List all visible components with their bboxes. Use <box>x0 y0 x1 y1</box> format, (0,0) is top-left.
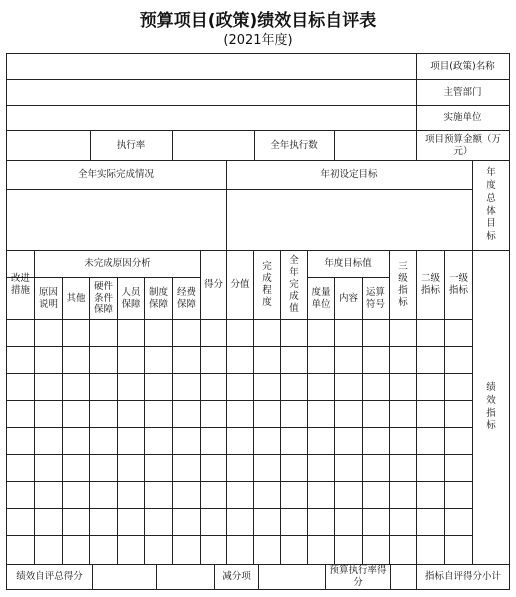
target-value-label: 年度目标值 <box>324 258 372 270</box>
level2-indicator-label: 二级指标 <box>421 273 441 296</box>
actual-status-label: 全年实际完成情况 <box>77 169 154 181</box>
score-label: 得分 <box>203 279 223 291</box>
level1-indicator-label: 一级指标 <box>449 273 469 296</box>
exec-rate-label: 执行率 <box>116 139 146 151</box>
unfinished-analysis-label: 未完成原因分析 <box>84 258 151 270</box>
page-title: 预算项目(政策)绩效目标自评表 <box>139 11 377 31</box>
system-guarantee-label: 制度保障 <box>148 286 168 310</box>
unit-label: 度量单位 <box>311 286 331 310</box>
indicator-subtotal-label: 指标自评得分小计 <box>424 571 501 583</box>
page-subtitle: (2021年度) <box>223 33 293 48</box>
completion-degree-label: 完成程度 <box>262 261 272 308</box>
annual-exec-label: 全年执行数 <box>270 139 318 151</box>
budget-exec-score-label: 预算执行率得分 <box>329 565 387 588</box>
hardware-guarantee-label: 硬件条件保障 <box>93 280 113 316</box>
staff-guarantee-label: 人员保障 <box>121 286 141 310</box>
budget-label: 项目预算金额（万元） <box>424 133 501 157</box>
reason-desc-label: 原因说明 <box>38 286 58 310</box>
improvement-label: 改进措施 <box>10 273 30 296</box>
implementer-label: 实施单位 <box>443 112 482 124</box>
content-label: 内容 <box>338 292 358 304</box>
overall-goal-label: 年 度 总 体 目 标 <box>486 167 496 243</box>
funding-guarantee-label: 经费保障 <box>176 286 196 310</box>
deduction-label: 减分项 <box>222 571 251 583</box>
department-label: 主管部门 <box>443 86 482 98</box>
project-name-label: 项目(政策)名称 <box>430 60 495 72</box>
annual-done-value-label: 全年完成值 <box>289 255 299 314</box>
performance-indicator-label: 绩 效 指 标 <box>486 381 496 432</box>
other-label: 其他 <box>66 292 86 304</box>
initial-goal-label: 年初设定目标 <box>320 169 378 181</box>
operator-label: 运算符号 <box>365 286 385 310</box>
total-score-label: 绩效自评总得分 <box>16 571 83 583</box>
level3-indicator-label: 三级指标 <box>398 261 408 308</box>
weight-label: 分值 <box>230 279 250 291</box>
